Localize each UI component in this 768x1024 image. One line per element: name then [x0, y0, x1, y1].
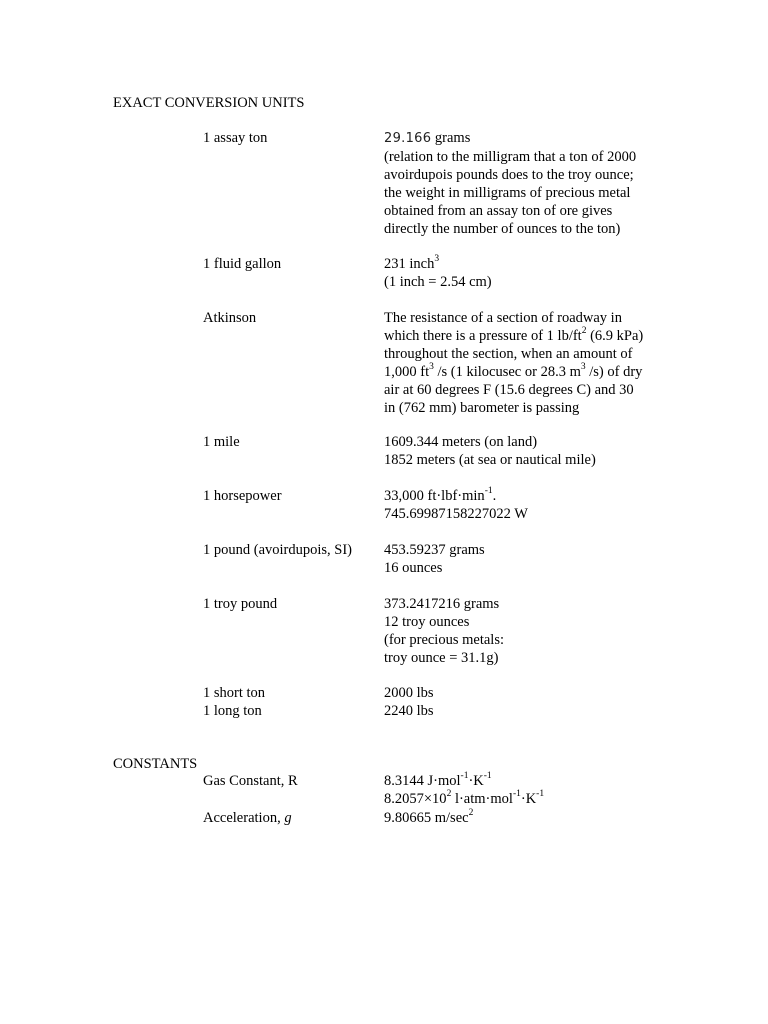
- superscript: 2: [581, 326, 587, 337]
- troy-pound-line: (for precious metals:: [384, 632, 504, 648]
- superscript: -1: [483, 771, 492, 782]
- term-long-ton: 1 long ton: [203, 703, 262, 719]
- assay-ton-line: avoirdupois pounds does to the troy ounce;: [384, 167, 634, 183]
- superscript: -1: [512, 789, 521, 800]
- superscript: 2: [468, 808, 474, 819]
- mile-line: 1852 meters (at sea or nautical mile): [384, 452, 596, 468]
- definition-atkinson: [384, 309, 664, 417]
- definition-long-ton: 2240 lbs: [384, 703, 434, 719]
- gas-constant-line: $8.2057\times 10^2$ $l\cdot atm\cdot mol^{-1}\cdot K^{-1}$: [384, 789, 545, 807]
- term-assay-ton: 1 assay ton: [203, 130, 268, 146]
- definition-acceleration: 9.80665 $m/\sec^2$: [384, 808, 474, 826]
- term-acceleration: Acceleration, g: [203, 810, 292, 826]
- term-fluid-gallon: 1 fluid gallon: [203, 256, 282, 272]
- assay-ton-line: the weight in milligrams of precious metal: [384, 185, 631, 201]
- definition-assay-ton: [384, 129, 664, 238]
- assay-ton-unit: grams: [431, 130, 471, 146]
- fluid-gallon-note: (1 inch = 2.54 cm): [384, 274, 492, 290]
- definition-fluid-gallon: [384, 255, 664, 291]
- superscript: 2: [446, 789, 452, 800]
- pound-line: 453.59237 grams: [384, 542, 485, 558]
- superscript: -1: [460, 771, 469, 782]
- troy-pound-line: 373.2417216 grams: [384, 596, 500, 612]
- term-troy-pound: 1 troy pound: [203, 596, 278, 612]
- superscript: -1: [536, 789, 545, 800]
- pound-line: 16 ounces: [384, 560, 443, 576]
- definition-pound: [384, 541, 664, 577]
- term-atkinson: Atkinson: [203, 310, 257, 326]
- atkinson-line: in (762 mm) barometer is passing: [384, 400, 580, 416]
- term-mile: 1 mile: [203, 434, 240, 450]
- superscript: 3: [434, 254, 440, 265]
- atkinson-line: The resistance of a section of roadway in: [384, 310, 622, 326]
- variable-g: g: [284, 810, 292, 826]
- mile-line: 1609.344 meters (on land): [384, 434, 538, 450]
- atkinson-line: throughout the section, when an amount of: [384, 346, 633, 362]
- fluid-gallon-value: 231 inch: [384, 256, 435, 272]
- definition-mile: [384, 433, 664, 469]
- definition-short-ton: 2000 lbs: [384, 685, 434, 701]
- superscript: -1: [484, 486, 493, 497]
- horsepower-line: 745.69987158227022 W: [384, 506, 528, 522]
- definition-gas-constant: [384, 772, 664, 808]
- assay-ton-value: 29.166: [384, 131, 432, 146]
- gas-constant-line: 8.3144 $J\cdot mol^{-1}\cdot K^{-1}$: [384, 771, 492, 789]
- superscript: 3: [429, 362, 434, 373]
- atkinson-line: air at 60 degrees F (15.6 degrees C) and 30: [384, 382, 634, 398]
- troy-pound-line: troy ounce = 31.1g): [384, 650, 499, 666]
- term-gas-constant: Gas Constant, R: [203, 773, 298, 789]
- assay-ton-line: (relation to the milligram that a ton of 2000: [384, 149, 637, 165]
- section-heading-conversion-units: EXACT CONVERSION UNITS: [113, 95, 305, 111]
- assay-ton-line: obtained from an assay ton of ore gives: [384, 203, 613, 219]
- term-short-ton: 1 short ton: [203, 685, 266, 701]
- term-horsepower: 1 horsepower: [203, 488, 282, 504]
- troy-pound-line: 12 troy ounces: [384, 614, 470, 630]
- term-pound: 1 pound (avoirdupois, SI): [203, 542, 353, 558]
- atkinson-line: which there is a pressure of 1 $lb/ft^2$ (6.9 kPa): [384, 326, 644, 344]
- definition-troy-pound: [384, 595, 664, 667]
- atkinson-line: 1,000 $ft^3$ /s (1 kilocusec or 28.3 $m^3$ /s) of dry: [384, 362, 643, 380]
- definition-horsepower: [384, 487, 664, 523]
- assay-ton-line: directly the number of ounces to the ton): [384, 221, 621, 237]
- section-heading-constants: CONSTANTS: [113, 756, 198, 772]
- horsepower-line: 33,000 $ft\cdot lbf\cdot\min^{-1}$.: [384, 486, 497, 504]
- superscript: 3: [580, 362, 586, 373]
